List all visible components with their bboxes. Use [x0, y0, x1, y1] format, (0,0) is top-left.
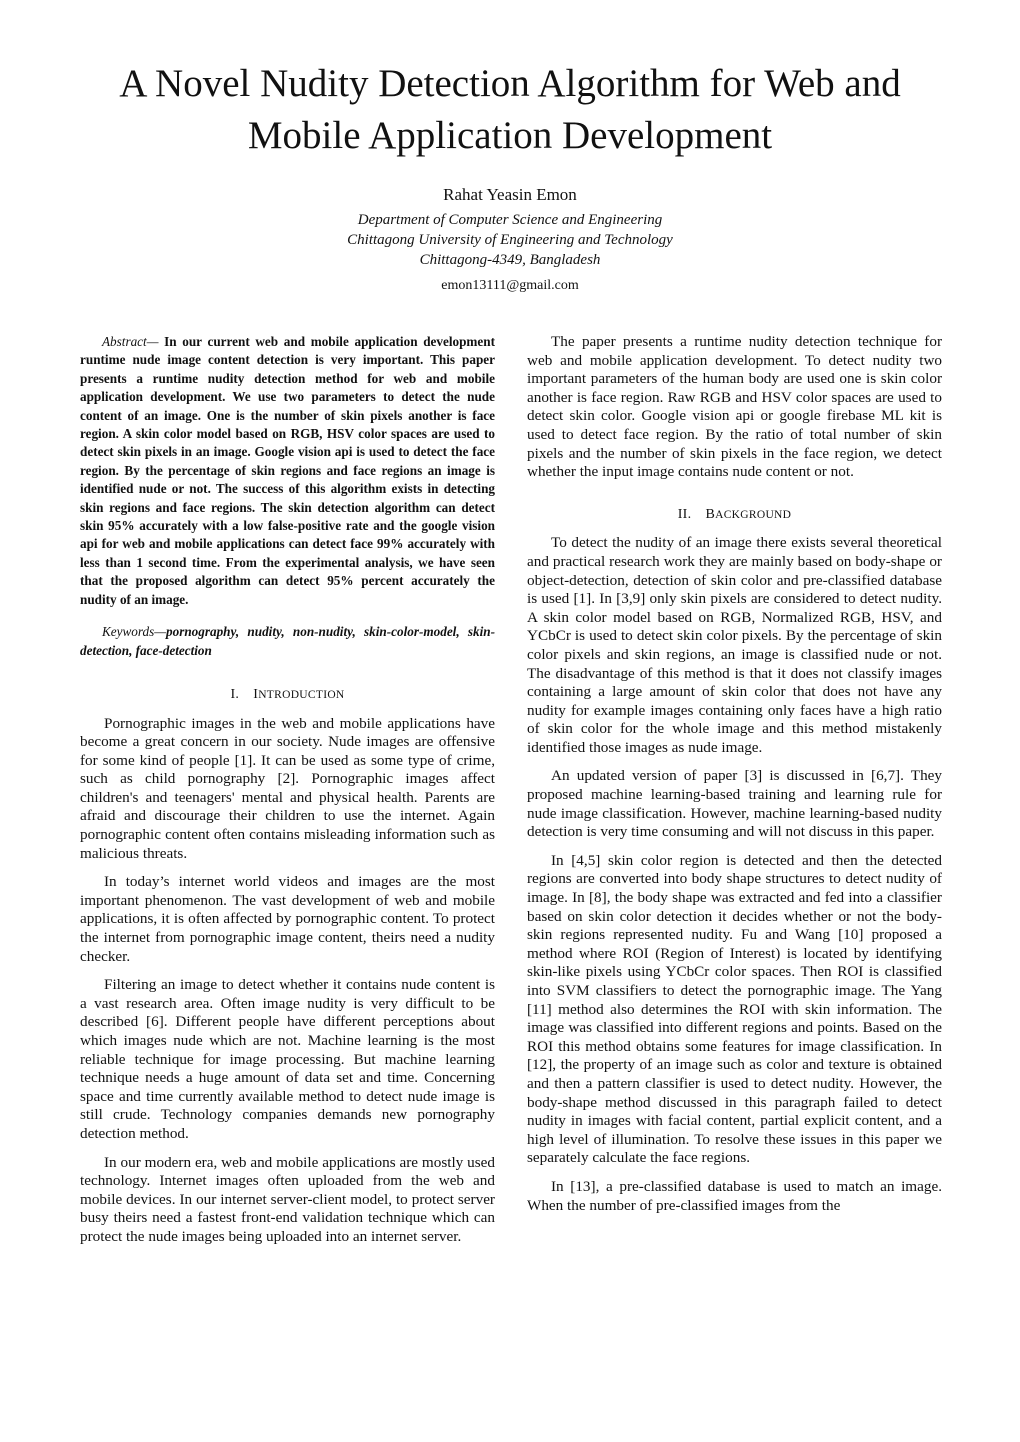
section-heading-background [527, 506, 942, 525]
abstract-text: In our current web and mobile application development runtime nude image content detection is very important. This paper presents a runtime nudity detection method for web and mobile application development. We use two parameters to detect the nude content of an image. One is the number of skin pixels another is face region. A skin color model based on RGB, HSV color spaces are used to detect skin pixels in an image. Google vision api is used to detect the face region. By the percentage of skin regions and face regions an image is identified nude or not. The success of this algorithm exists in detecting skin regions and face regions. The skin detection algorithm can detect skin 95% accurately with a low false-positive rate and the google vision api for web and mobile applications can detect face 99% accurately with less than 1 second time. From the experimental analysis, we have seen that the proposed algorithm can detect 95% percent accurately the nudity of an image. [80, 334, 495, 607]
section-heading-introduction [80, 686, 495, 705]
intro-paragraph-5: The paper presents a runtime nudity detection technique for web and mobile application development. To detect nudity two important parameters of the human body are used one is skin color another is face region. Raw RGB and HSV color spaces are used to detect skin color. Google vision api or google firebase ML kit is used to detect face region. By the ratio of total number of skin pixels and the number of skin pixels in the face region, we detect whether the input image contains nude content or not. [527, 333, 942, 481]
abstract-label: Abstract— [102, 334, 159, 349]
keywords-text: pornography, nudity, non-nudity, skin-color-model, skin-detection, face-detection [80, 624, 495, 658]
author-block [200, 184, 820, 296]
section-number: II. [677, 506, 692, 522]
abstract [80, 333, 495, 609]
left-column [80, 333, 495, 1257]
paper-title [40, 58, 980, 162]
background-paragraph-1: To detect the nudity of an image there exists several theoretical and practical research work they are mainly based on body-shape or object-detection, detection of skin color and pre-classified database is used [1]. In [3,9] only skin pixels are considered to detect nudity. A skin color model based on RGB, Normalized RGB, HSV, and YCbCr is used to detect skin color pixels. By the percentage of skin color pixels and skin regions, an image is classified nude or not. The disadvantage of this method is that it does not classify images containing a large amount of skin color that does not have any nudity for example images containing only faces have a high ratio of skin color for the whole image and this method mistakenly identified those images as nude image. [527, 534, 942, 756]
background-paragraph-4: In [13], a pre-classified database is used to match an image. When the number of pre-classified images from the [527, 1177, 942, 1214]
background-paragraph-3: In [4,5] skin color region is detected and then the detected regions are converted into body shape structures to detect nudity of image. In [8], the body shape was extracted and fed into a classifier based on skin color detection it decides whether or not the body-skin regions represented nudity. Fu and Wang [10] proposed a method where ROI (Region of Interest) is located by identifying skin-like pixels using YCbCr color spaces. Then ROI is classified into SVM classifiers to detect the pornographic image. The Yang [11] method also determines the ROI with skin information. The image was classified into different regions and points. Based on the ROI this method obtains some features for image classification. In [12], the property of an image such as color and texture is obtained and then a pattern classifier is used to detect nudity. However, the body-shape method discussed in this paragraph failed to detect nudity in images with facial content, partial explicit content, and a high level of illumination. To resolve these issues in this paper we separately calculate the face regions. [527, 851, 942, 1167]
right-column [527, 333, 942, 1225]
section-heading-initial: B [705, 506, 716, 522]
intro-paragraph-3: Filtering an image to detect whether it contains nude content is a vast research area. Often image nudity is very difficult to be described [6]. Different people have different perceptions about which images nude which are not. Machine learning is the most reliable technique for image processing. But machine learning technique needs a huge amount of data set and time. Concerning space and time currently available method to detect nude image is still crude. Technology companies demands new pornography detection method. [80, 976, 495, 1142]
affiliation-department: Department of Computer Science and Engineering [357, 212, 663, 228]
author-email: emon13111@gmail.com [441, 278, 579, 293]
section-heading-rest: NTRODUCTION [258, 688, 345, 701]
author-name: Rahat Yeasin Emon [443, 185, 577, 204]
affiliation-location: Chittagong-4349, Bangladesh [419, 252, 601, 268]
background-paragraph-2: An updated version of paper [3] is discussed in [6,7]. They proposed machine learning-based training and learning rule for nude image classification. However, machine learning-based nudity detection is very time consuming and will not discuss in this paper. [527, 767, 942, 841]
affiliation-university: Chittagong University of Engineering and Technology [347, 232, 673, 248]
title-line-2: Mobile Application Development [247, 114, 773, 157]
keywords-label: Keywords— [102, 624, 166, 640]
intro-paragraph-2: In today’s internet world videos and images are the most important phenomenon. The vast development of web and mobile applications, it is often affected by pornographic content. To protect the internet from pornographic image content, theirs need a nudity checker. [80, 873, 495, 965]
section-heading-rest: ACKGROUND [715, 508, 792, 521]
section-number: I. [230, 686, 240, 702]
section-heading-initial: I [253, 686, 259, 702]
intro-paragraph-1: Pornographic images in the web and mobile applications have become a great concern in our society. Nude images are offensive for some kind of people [1]. It can be used as some type of crime, such as child pornography [2]. Pornographic images affect children's and teenagers' mental and physical health. Parents are afraid and discourage their children to use the internet. Again pornographic content often contains misleading information such as malicious threats. [80, 714, 495, 862]
intro-paragraph-4: In our modern era, web and mobile applications are mostly used technology. Internet images often uploaded from the web and mobile devices. In our internet server-client model, to protect server busy theirs need a fastest front-end validation technique which can protect the nude images being uploaded into an internet server. [80, 1153, 495, 1245]
title-line-1: A Novel Nudity Detection Algorithm for Web and [119, 62, 901, 105]
keywords [80, 623, 495, 660]
